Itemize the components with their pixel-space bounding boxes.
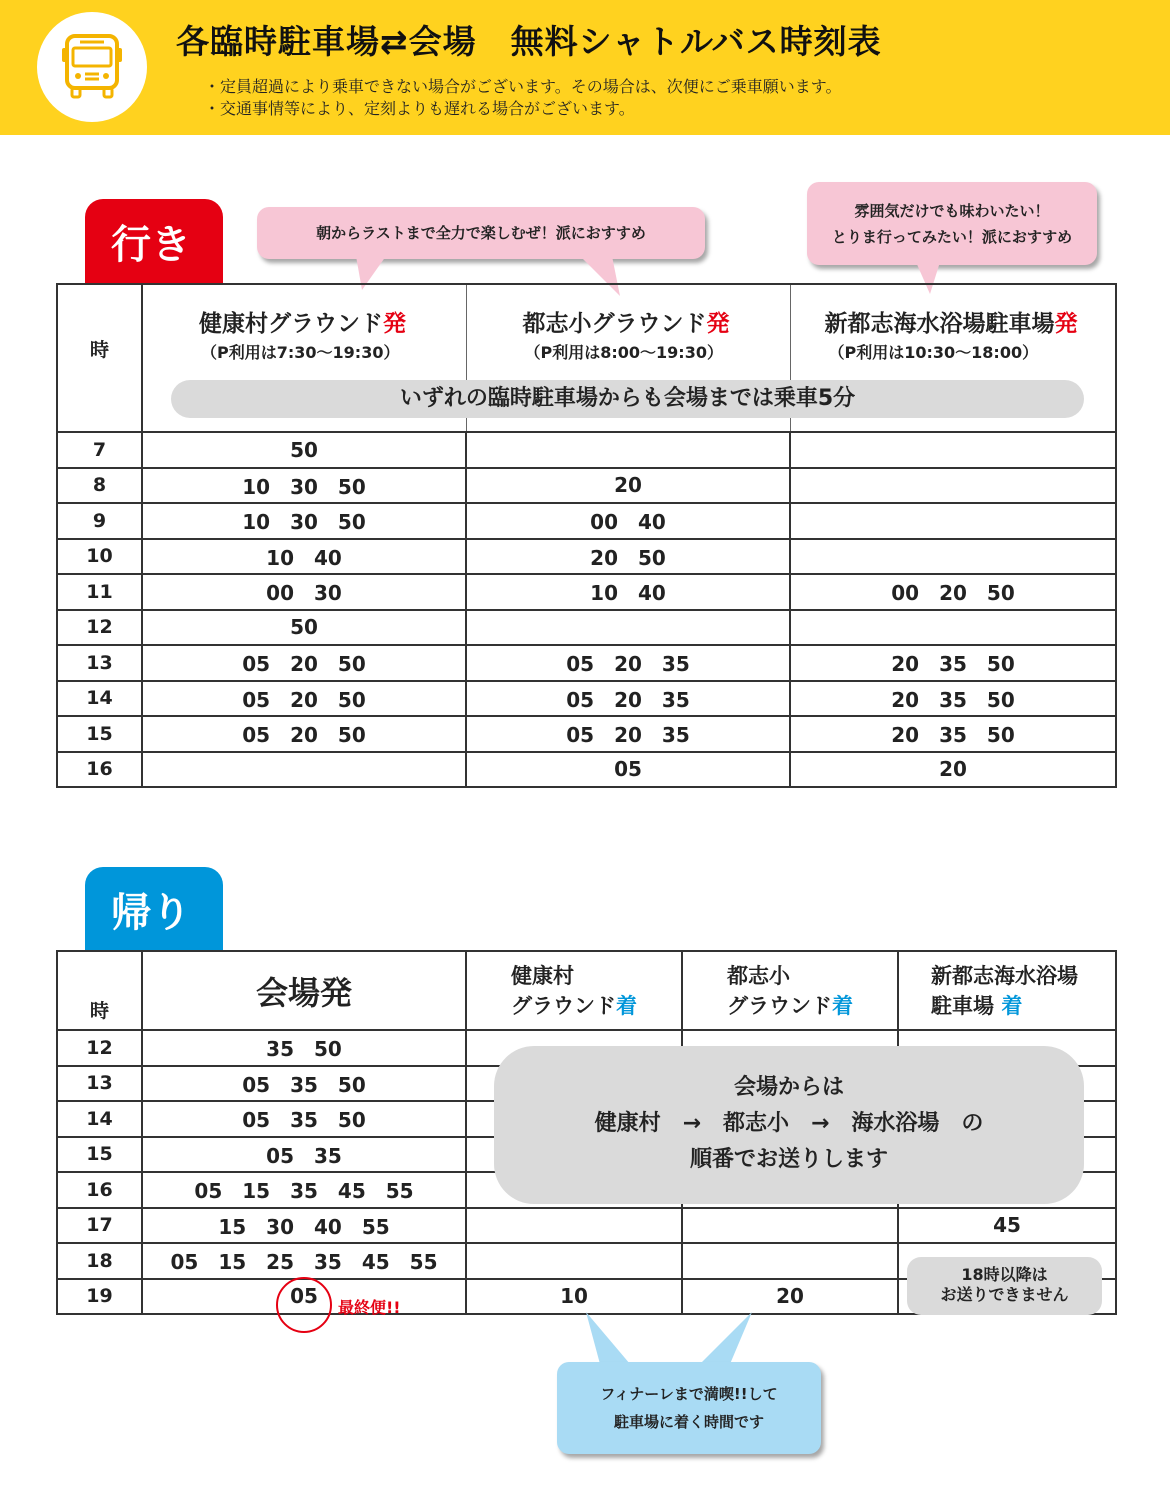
outbound-timetable: [56, 283, 1117, 788]
table-row: [57, 752, 1116, 788]
table-row: [57, 468, 1116, 504]
hour-header: 時: [57, 951, 142, 1030]
arrival-time-bubble: [557, 1362, 821, 1454]
time-cell-kenkomura: 10 30 50: [142, 468, 466, 504]
arrival-cell-toshisho: 20: [682, 1279, 898, 1315]
station-name-kenkomura: 健康村グラウンド: [199, 311, 383, 337]
bubble-tail-bottom: [580, 1312, 760, 1368]
hour-cell: 9: [57, 503, 142, 539]
table-row: [57, 432, 1116, 468]
recommend-bubble-casual: [807, 182, 1097, 265]
venue-departure-cell: 05 15 35 45 55: [142, 1172, 466, 1208]
recommend-bubble-casual-line2: とりま行ってみたい！派におすすめ: [831, 228, 1073, 246]
hour-header: 時: [57, 284, 142, 432]
hour-cell: 13: [57, 645, 142, 681]
station-name-kaisuiyokujo: 新都志海水浴場駐車場: [824, 311, 1055, 337]
arrival-kaisuiyokujo-line2: 駐車場: [931, 993, 1002, 1018]
venue-departure-header: 会場発: [142, 951, 466, 1030]
arrival-header-toshisho: [682, 951, 898, 1030]
time-cell-kenkomura: 05 20 50: [142, 716, 466, 752]
bus-icon-badge: [37, 12, 147, 122]
time-cell-kaisuiyokujo: 20 35 50: [790, 645, 1116, 681]
departure-mark: 発: [383, 311, 406, 337]
route-order-line2: 健康村 → 都志小 → 海水浴場 の: [594, 1111, 984, 1136]
time-cell-toshisho: [466, 610, 790, 646]
time-cell-kaisuiyokujo: 00 20 50: [790, 574, 1116, 610]
no-service-line2: お送りできません: [940, 1285, 1069, 1304]
table-row: [57, 610, 1116, 646]
time-cell-kenkomura: 00 30: [142, 574, 466, 610]
arrival-cell-kenkomura: [466, 1208, 682, 1244]
time-cell-kaisuiyokujo: 20 35 50: [790, 716, 1116, 752]
hour-cell: 17: [57, 1208, 142, 1244]
recommend-bubble-all-day-text: 朝からラストまで全力で楽しむぜ！派におすすめ: [316, 224, 646, 242]
recommend-bubble-casual-line1: 雰囲気だけでも味わいたい！: [854, 202, 1050, 220]
time-cell-toshisho: 00 40: [466, 503, 790, 539]
departure-mark: 発: [706, 311, 730, 337]
time-cell-kaisuiyokujo: [790, 468, 1116, 504]
table-row: [57, 539, 1116, 575]
time-cell-kenkomura: 10 30 50: [142, 503, 466, 539]
time-cell-kaisuiyokujo: 20 35 50: [790, 681, 1116, 717]
recommend-bubble-all-day: [257, 207, 705, 259]
time-cell-toshisho: [466, 432, 790, 468]
table-row: [57, 681, 1116, 717]
page-title: 各臨時駐車場⇄会場 無料シャトルバス時刻表: [176, 22, 882, 61]
arrival-kenkomura-line1: 健康村: [511, 963, 574, 988]
arrival-toshisho-line2: グラウンド: [727, 993, 832, 1018]
hour-cell: 11: [57, 574, 142, 610]
hour-cell: 16: [57, 752, 142, 788]
arrival-mark: 着: [1001, 993, 1023, 1018]
time-cell-toshisho: 05 20 35: [466, 681, 790, 717]
time-cell-kaisuiyokujo: [790, 610, 1116, 646]
time-cell-toshisho: 10 40: [466, 574, 790, 610]
arrival-cell-toshisho: [682, 1208, 898, 1244]
venue-departure-cell: 05 35 50: [142, 1101, 466, 1137]
outbound-tab: 行き: [85, 199, 223, 283]
no-service-note: [907, 1257, 1102, 1315]
notice-line-1: ・定員超過により乗車できない場合がございます。その場合は、次便にご乗車願います。: [204, 77, 842, 96]
time-cell-toshisho: 20: [466, 468, 790, 504]
time-cell-kaisuiyokujo: [790, 503, 1116, 539]
hour-cell: 18: [57, 1243, 142, 1279]
hour-cell: 12: [57, 1030, 142, 1066]
hour-cell: 16: [57, 1172, 142, 1208]
parking-hours-toshisho: （P利用は8:00〜19:30）: [524, 343, 723, 362]
arrival-kenkomura-line2: グラウンド: [511, 993, 616, 1018]
time-cell-kenkomura: 05 20 50: [142, 681, 466, 717]
time-cell-kaisuiyokujo: [790, 539, 1116, 575]
ride-time-note: いずれの臨時駐車場からも会場までは乗車5分: [171, 380, 1084, 418]
time-cell-kaisuiyokujo: [790, 432, 1116, 468]
departure-mark: 発: [1054, 311, 1078, 337]
venue-departure-cell: 05 35 50: [142, 1066, 466, 1102]
arrival-toshisho-line1: 都志小: [727, 963, 790, 988]
arrival-mark: 着: [616, 993, 637, 1018]
table-row: [57, 1208, 1116, 1244]
arrival-time-bubble-line2: 駐車場に着く時間です: [613, 1413, 764, 1431]
table-row: [57, 503, 1116, 539]
time-cell-kenkomura: 10 40: [142, 539, 466, 575]
route-order-note: [494, 1046, 1084, 1204]
hour-cell: 8: [57, 468, 142, 504]
time-cell-toshisho: 20 50: [466, 539, 790, 575]
time-cell-kenkomura: 05 20 50: [142, 645, 466, 681]
hour-cell: 14: [57, 681, 142, 717]
table-row: [57, 574, 1116, 610]
header-banner: [0, 0, 1170, 135]
hour-cell: 15: [57, 716, 142, 752]
arrival-kaisuiyokujo-line1: 新都志海水浴場: [931, 963, 1078, 988]
venue-departure-cell: 05: [142, 1279, 466, 1315]
hour-cell: 14: [57, 1101, 142, 1137]
time-cell-toshisho: 05 20 35: [466, 645, 790, 681]
station-name-toshisho: 都志小グラウンド: [522, 311, 707, 337]
venue-departure-cell: 35 50: [142, 1030, 466, 1066]
arrival-cell-toshisho: [682, 1243, 898, 1279]
hour-cell: 10: [57, 539, 142, 575]
venue-departure-cell: 15 30 40 55: [142, 1208, 466, 1244]
arrival-mark: 着: [832, 993, 853, 1018]
parking-hours-kaisuiyokujo: （P利用は10:30〜18:00）: [828, 343, 1039, 362]
arrival-header-kenkomura: [466, 951, 682, 1030]
table-row: [57, 716, 1116, 752]
route-order-line1: 会場からは: [733, 1075, 844, 1100]
venue-departure-cell: 05 35: [142, 1137, 466, 1173]
arrival-time-bubble-line1: フィナーレまで満喫!!して: [600, 1385, 778, 1403]
arrival-header-kaisuiyokujo: [898, 951, 1116, 1030]
venue-departure-cell: 05 15 25 35 45 55: [142, 1243, 466, 1279]
return-tab: 帰り: [85, 867, 223, 951]
last-bus-circle: [276, 1277, 332, 1333]
time-cell-kenkomura: [142, 752, 466, 788]
time-cell-kenkomura: 50: [142, 610, 466, 646]
time-cell-toshisho: 05 20 35: [466, 716, 790, 752]
time-cell-kenkomura: 50: [142, 432, 466, 468]
hour-cell: 19: [57, 1279, 142, 1315]
arrival-cell-kaisuiyokujo: 45: [898, 1208, 1116, 1244]
time-cell-toshisho: 05: [466, 752, 790, 788]
no-service-line1: 18時以降は: [961, 1265, 1048, 1284]
hour-cell: 13: [57, 1066, 142, 1102]
last-bus-label: 最終便!!: [338, 1298, 401, 1317]
route-order-line3: 順番でお送りします: [689, 1147, 888, 1172]
parking-hours-kenkomura: （P利用は7:30〜19:30）: [201, 343, 400, 362]
bus-icon: [60, 30, 124, 104]
arrival-cell-kenkomura: 10: [466, 1279, 682, 1315]
hour-cell: 12: [57, 610, 142, 646]
hour-cell: 15: [57, 1137, 142, 1173]
time-cell-kaisuiyokujo: 20: [790, 752, 1116, 788]
table-row: [57, 645, 1116, 681]
notice-line-2: ・交通事情等により、定刻よりも遅れる場合がございます。: [204, 99, 635, 118]
arrival-cell-kenkomura: [466, 1243, 682, 1279]
hour-cell: 7: [57, 432, 142, 468]
